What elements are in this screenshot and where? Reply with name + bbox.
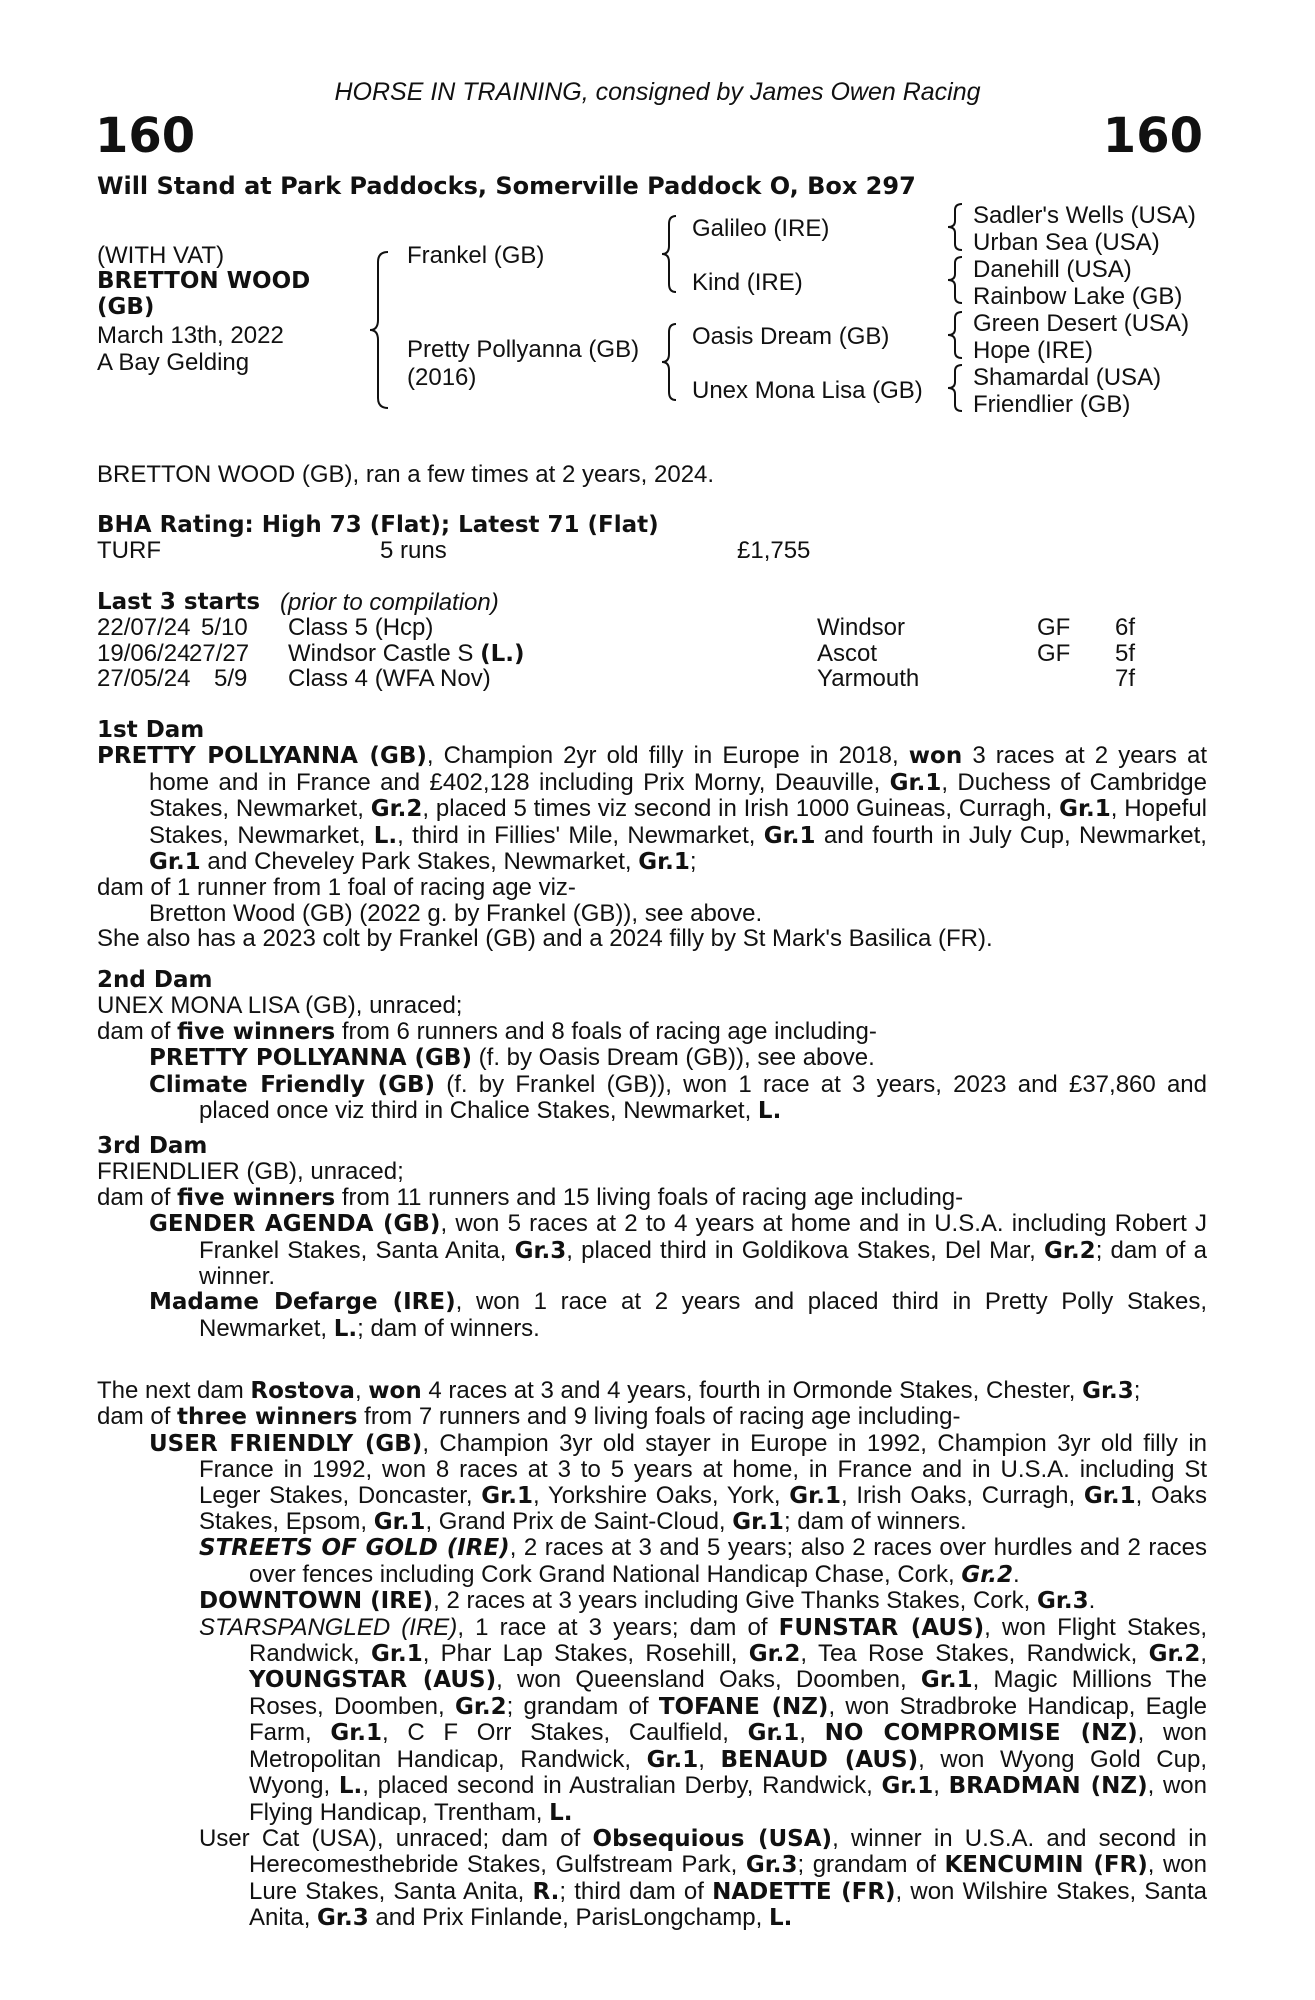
next-dam-grandprogeny: STREETS OF GOLD (IRE), 2 races at 3 and 5 years; also 2 races over hurdles and 2 races over fences including Cork Grand National Handicap Chase, Cork, Gr.2. [199, 1534, 1208, 1588]
start-date: 27/05/24 [97, 665, 191, 693]
next-dam-grandprogeny: DOWNTOWN (IRE), 2 races at 3 years including Give Thanks Stakes, Cork, Gr.3. [199, 1587, 1096, 1615]
last-starts-note: (prior to compilation) [280, 589, 499, 616]
dam-sire-sire: Green Desert (USA) [973, 310, 1190, 337]
dam-sire-dam: Hope (IRE) [973, 337, 1094, 364]
next-dam-grandprogeny: User Cat (USA), unraced; dam of Obsequious (USA), winner in U.S.A. and second in Herecomesthebride Stakes, Gulfstream Park, Gr.3; grandam of KENCUMIN (FR), won Lure Stakes, Santa Anita, R.; third dam of NADETTE (FR), won Wilshire Stakes, Santa Anita, Gr.3 and Prix Finlande, ParisLongchamp, L. [199, 1824, 1207, 1932]
pedigree-brace-sire [660, 214, 680, 294]
sire-dam: Kind (IRE) [692, 269, 803, 296]
start-race: Class 4 (WFA Nov) [288, 665, 491, 693]
sire-sire-sire: Sadler's Wells (USA) [973, 202, 1196, 229]
pedigree-brace-main [368, 250, 392, 410]
stand-location: Will Stand at Park Paddocks, Somerville Paddock O, Box 297 [97, 172, 916, 200]
horse-dob: March 13th, 2022 [97, 322, 284, 349]
dam: Pretty Pollyanna (GB) [407, 336, 640, 363]
start-going: GF [1037, 639, 1071, 667]
start-distance: 5f [1115, 639, 1136, 667]
third-dam-produce: dam of five winners from 11 runners and 15 living foals of racing age including- [97, 1183, 964, 1211]
next-dam-grandprogeny: STARSPANGLED (IRE), 1 race at 3 years; dam of FUNSTAR (AUS), won Flight Stakes, Randwick, Gr.1, Phar Lap Stakes, Rosehill, Gr.2, Tea Rose Stakes, Randwick, Gr.2, YOUNGSTAR (AUS), won Queensland Oaks, Doomben, Gr.1, Magic Millions The Roses, Doomben, Gr.2; grandam of TOFANE (NZ), won Stradbroke Handicap, Eagle Farm, Gr.1, C F Orr Stakes, Caulfield, Gr.1, NO COMPROMISE (NZ), won Metropolitan Handicap, Randwick, Gr.1, BENAUD (AUS), won Wyong Gold Cup, Wyong, L., placed second in Australian Derby, Randwick, Gr.1, BRADMAN (NZ), won Flying Handicap, Trentham, L. [199, 1613, 1208, 1826]
sire-sire: Galileo (IRE) [692, 215, 830, 242]
turf-record [97, 538, 1207, 564]
third-dam-progeny: GENDER AGENDA (GB), won 5 races at 2 to 4 years at home and in U.S.A. including Robert J Frankel Stakes, Santa Anita, Gr.3, placed third in Goldikova Stakes, Del Mar, Gr.2; dam of a winner. [149, 1210, 1207, 1291]
second-dam-progeny: PRETTY POLLYANNA (GB) (f. by Oasis Dream (GB)), see above. [149, 1044, 875, 1072]
second-dam-progeny: Climate Friendly (GB) (f. by Frankel (GB)), won 1 race at 3 years, 2023 and £37,860 and placed once viz third in Chalice Stakes, Newmarket, L. [149, 1070, 1207, 1125]
pedigree-brace-unex [946, 363, 966, 413]
second-dam-section [97, 968, 1207, 1124]
pedigree-brace-kind [946, 255, 966, 305]
consignor-title: HORSE IN TRAINING, consigned by James Owen Racing [334, 78, 981, 106]
start-course: Ascot [817, 639, 878, 667]
start-race: Windsor Castle S (L.) [288, 639, 525, 667]
turf-runs: 5 runs [380, 537, 447, 564]
sire-sire-dam: Urban Sea (USA) [973, 229, 1160, 256]
third-dam-section [97, 1134, 1207, 1342]
second-dam-name: UNEX MONA LISA (GB), unraced; [97, 992, 463, 1020]
start-race: Class 5 (Hcp) [288, 614, 434, 642]
next-dam-section [97, 1378, 1207, 1932]
third-dam-name: FRIENDLIER (GB), unraced; [97, 1158, 404, 1186]
next-dam-record: The next dam Rostova, won 4 races at 3 and 4 years, fourth in Ormonde Stakes, Chester, Gr.3; [97, 1377, 1141, 1404]
start-date: 19/06/24 [97, 639, 191, 667]
turf-earnings: £1,755 [737, 537, 811, 564]
start-position: 5/9 [214, 665, 248, 693]
dam-dam-sire: Shamardal (USA) [973, 364, 1162, 391]
race-summary: BRETTON WOOD (GB), ran a few times at 2 years, 2024. [97, 461, 715, 488]
start-position: 27/27 [189, 639, 250, 667]
next-dam-produce: dam of three winners from 7 runners and 9 living foals of racing age including- [97, 1403, 961, 1431]
pedigree-brace-galileo [946, 202, 966, 252]
start-position: 5/10 [201, 614, 248, 642]
sire: Frankel (GB) [407, 242, 545, 269]
last-starts-heading: Last 3 starts [97, 589, 261, 615]
first-dam-section [97, 718, 1207, 952]
start-distance: 7f [1115, 665, 1136, 693]
dam-year: (2016) [407, 364, 477, 391]
second-dam-produce: dam of five winners from 6 runners and 8 foals of racing age including- [97, 1017, 877, 1045]
horse-origin: (GB) [97, 294, 155, 320]
first-dam-also: She also has a 2023 colt by Frankel (GB) and a 2024 filly by St Mark's Basilica (FR). [97, 925, 993, 953]
sire-dam-dam: Rainbow Lake (GB) [973, 283, 1183, 310]
start-going: GF [1037, 614, 1071, 642]
second-dam-heading: 2nd Dam [97, 967, 213, 993]
pedigree-brace-oasis [946, 310, 966, 360]
sire-dam-sire: Danehill (USA) [973, 256, 1132, 283]
start-course: Yarmouth [817, 665, 920, 693]
start-course: Windsor [817, 614, 906, 642]
start-row [97, 615, 1207, 640]
start-distance: 6f [1115, 614, 1136, 642]
dam-dam-dam: Friendlier (GB) [973, 391, 1131, 418]
lot-number-right: 160 [1102, 108, 1203, 164]
pedigree-brace-dam [660, 322, 680, 402]
lot-number-left: 160 [95, 108, 196, 164]
start-row [97, 666, 1207, 691]
start-date: 22/07/24 [97, 614, 191, 642]
next-dam-progeny: USER FRIENDLY (GB), Champion 3yr old stayer in Europe in 1992, Champion 3yr old filly in France in 1992, won 8 races at 3 to 5 years at home, in France and in U.S.A. including St Leger Stakes, Doncaster, Gr.1, Yorkshire Oaks, York, Gr.1, Irish Oaks, Curragh, Gr.1, Oaks Stakes, Epsom, Gr.1, Grand Prix de Saint-Cloud, Gr.1; dam of winners. [149, 1429, 1207, 1536]
dam-sire: Oasis Dream (GB) [692, 323, 890, 350]
horse-description: A Bay Gelding [97, 349, 250, 376]
last-starts-section [97, 590, 1207, 692]
first-dam-foal: Bretton Wood (GB) (2022 g. by Frankel (GB)), see above. [149, 899, 763, 927]
horse-name: BRETTON WOOD [97, 268, 311, 294]
bha-rating: BHA Rating: High 73 (Flat); Latest 71 (Flat) [97, 512, 659, 538]
third-dam-progeny: Madame Defarge (IRE), won 1 race at 2 years and placed third in Pretty Polly Stakes, Newmarket, L.; dam of winners. [149, 1288, 1207, 1342]
dam-dam: Unex Mona Lisa (GB) [692, 377, 923, 404]
start-row [97, 641, 1207, 666]
vat-note: (WITH VAT) [97, 242, 225, 269]
first-dam-produce: dam of 1 runner from 1 foal of racing age viz- [97, 874, 576, 902]
first-dam-heading: 1st Dam [97, 717, 205, 743]
first-dam-record: PRETTY POLLYANNA (GB), Champion 2yr old filly in Europe in 2018, won 3 races at 2 years at home and in France and £402,128 including Prix Morny, Deauville, Gr.1, Duchess of Cambridge Stakes, Newmarket, Gr.2, placed 5 times viz second in Irish 1000 Guineas, Curragh, Gr.1, Hopeful Stakes, Newmarket, L., third in Fillies' Mile, Newmarket, Gr.1 and fourth in July Cup, Newmarket, Gr.1 and Cheveley Park Stakes, Newmarket, Gr.1; [97, 742, 1208, 876]
third-dam-heading: 3rd Dam [97, 1133, 208, 1159]
turf-label: TURF [97, 537, 161, 564]
